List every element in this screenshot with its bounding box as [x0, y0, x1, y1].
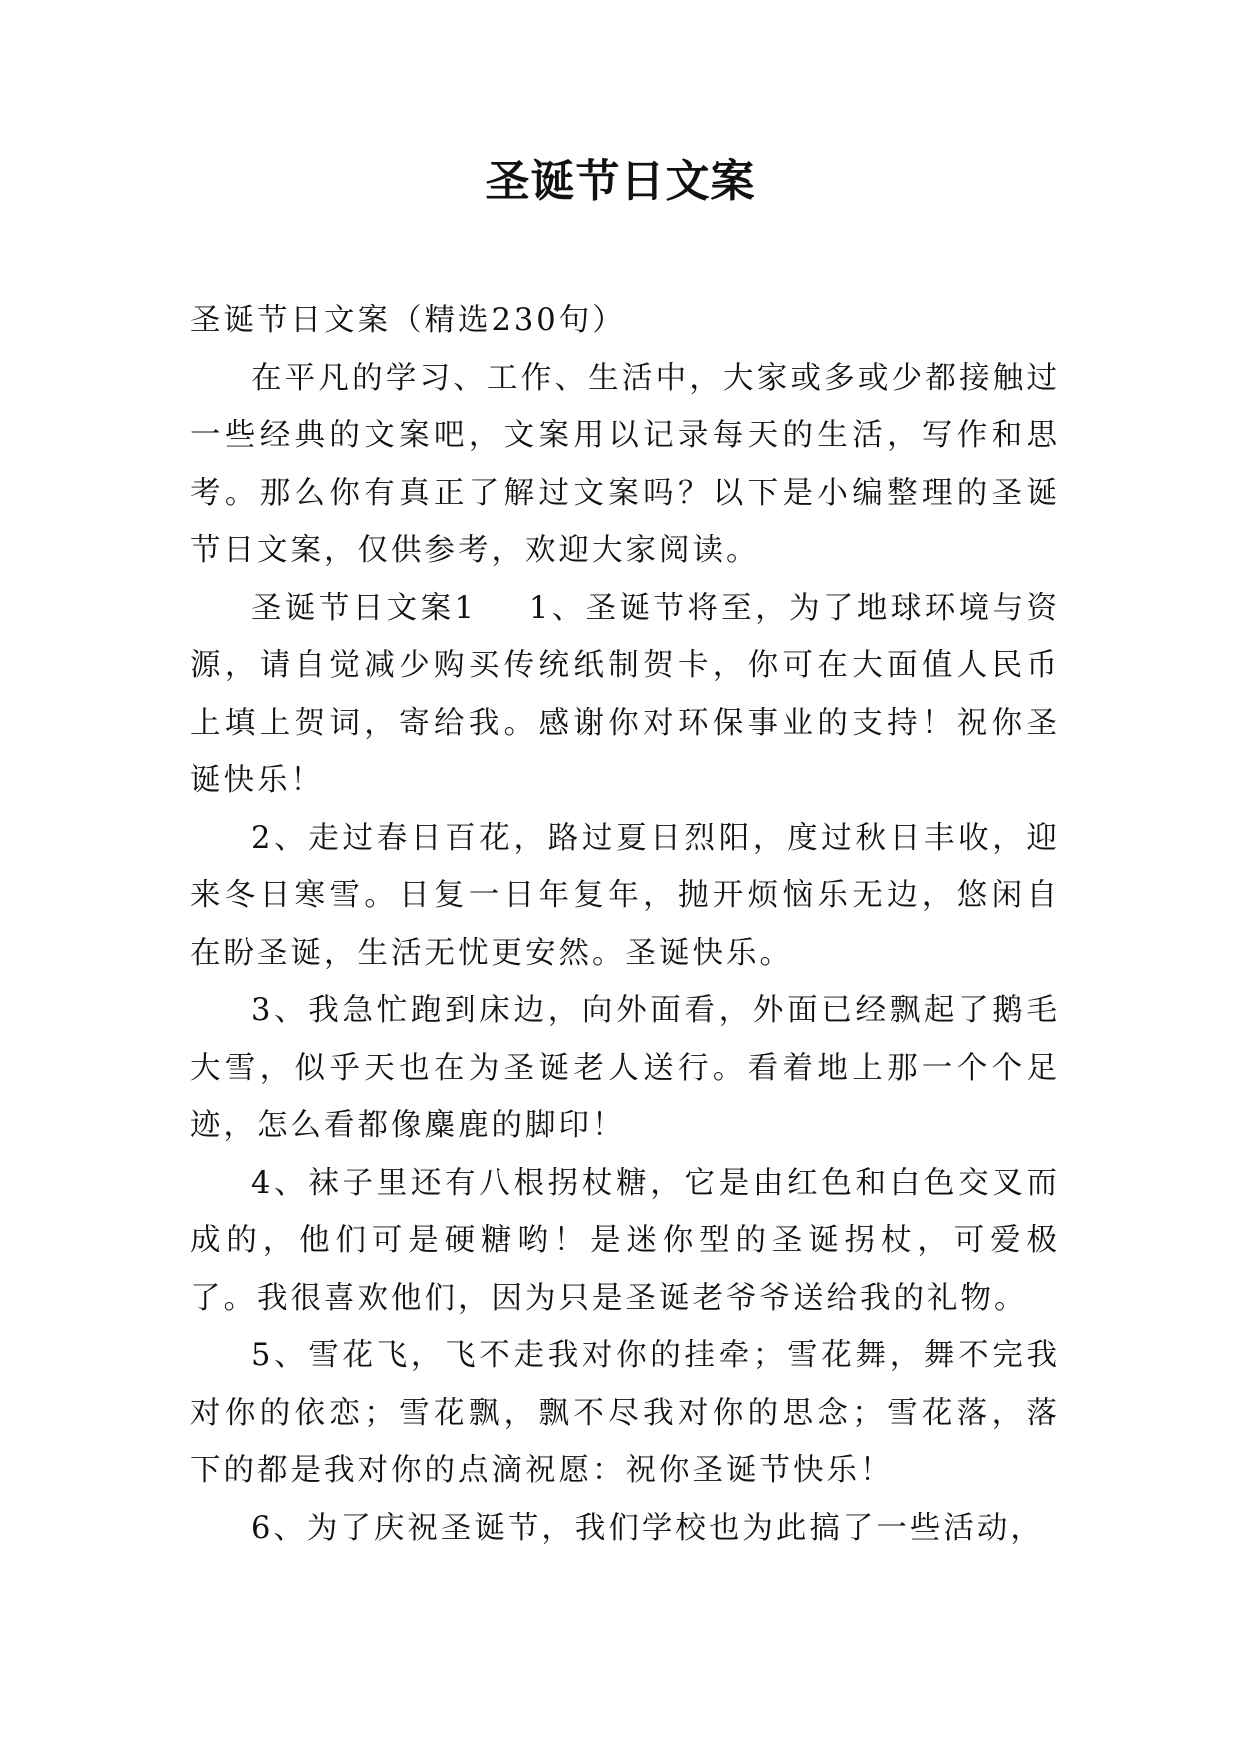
list-item-text: 1、圣诞节将至，为了地球环境与资源，请自觉减少购买传统纸制贺卡，你可在大面值人民币上填上贺词，寄给我。感谢你对环保事业的支持！祝你圣诞快乐！ [190, 590, 1061, 798]
list-item-2: 2、走过春日百花，路过夏日烈阳，度过秋日丰收，迎来冬日寒雪。日复一日年复年，抛开烦恼乐无边，悠闲自在盼圣诞，生活无忧更安然。圣诞快乐。 [190, 820, 1060, 971]
list-item-4: 4、袜子里还有八根拐杖糖，它是由红色和白色交叉而成的，他们可是硬糖哟！是迷你型的圣诞拐杖，可爱极了。我很喜欢他们，因为只是圣诞老爷爷送给我的礼物。 [190, 1165, 1060, 1316]
list-item-6: 6、为了庆祝圣诞节，我们学校也为此搞了一些活动， [251, 1510, 1044, 1546]
document-body [190, 292, 1060, 1557]
intro-paragraph: 在平凡的学习、工作、生活中，大家或多或少都接触过一些经典的文案吧，文案用以记录每天的生活，写作和思考。那么你有真正了解过文案吗？以下是小编整理的圣诞节日文案，仅供参考，欢迎大家阅读。 [190, 360, 1060, 568]
section-heading: 圣诞节日文案1 [251, 590, 477, 626]
document-subtitle: 圣诞节日文案（精选230句） [190, 303, 626, 338]
list-item-5: 5、雪花飞，飞不走我对你的挂牵；雪花舞，舞不完我对你的依恋；雪花飘，飘不尽我对你的思念；雪花落，落下的都是我对你的点滴祝愿：祝你圣诞节快乐！ [190, 1338, 1060, 1488]
document-title: 圣诞节日文案 [485, 156, 756, 207]
list-item-1 [190, 580, 1060, 810]
list-item-3: 3、我急忙跑到床边，向外面看，外面已经飘起了鹅毛大雪，似乎天也在为圣诞老人送行。看着地上那一个个足迹，怎么看都像麋鹿的脚印！ [190, 993, 1060, 1143]
